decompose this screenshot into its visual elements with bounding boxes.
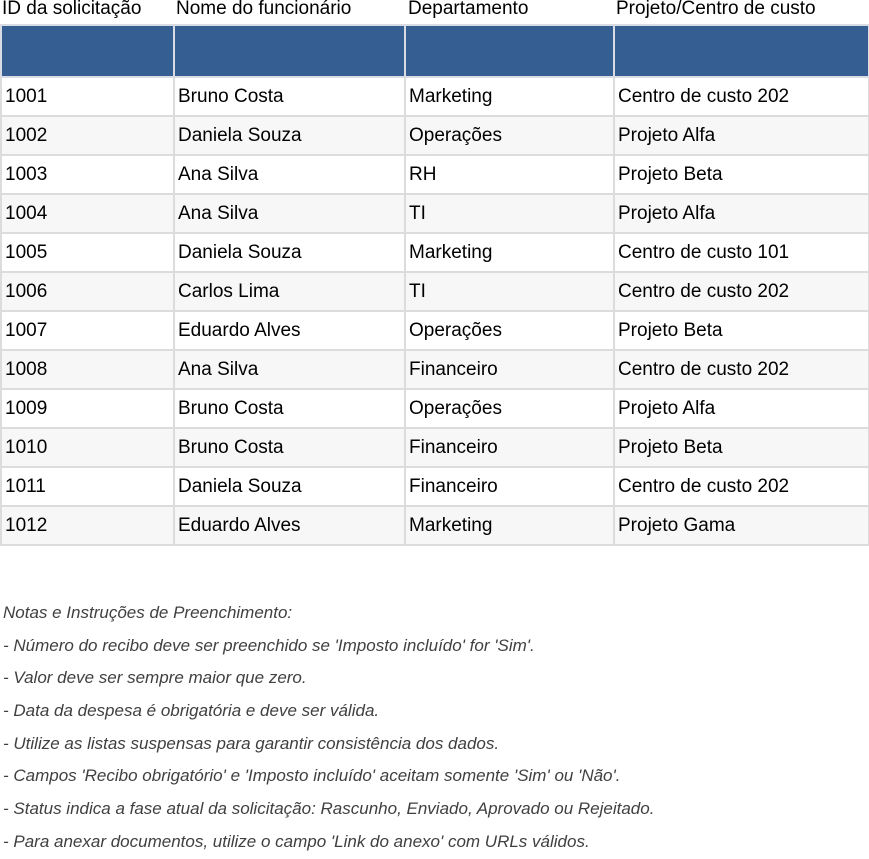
column-header-row <box>0 0 869 24</box>
table-row <box>1 389 869 428</box>
employee-name-cell[interactable]: Eduardo Alves <box>174 311 405 350</box>
requests-table <box>0 24 869 546</box>
table-row <box>1 350 869 389</box>
request-id-cell[interactable]: 1012 <box>1 506 174 545</box>
request-id-cell[interactable]: 1004 <box>1 194 174 233</box>
department-cell[interactable]: Financeiro <box>405 467 614 506</box>
column-header-request-id[interactable]: ID da solicitação <box>2 0 142 19</box>
note-item: - Data da despesa é obrigatória e deve ser válida. <box>3 701 380 721</box>
table-row <box>1 77 869 116</box>
department-cell[interactable]: Marketing <box>405 77 614 116</box>
request-id-cell[interactable]: 1003 <box>1 155 174 194</box>
notes-title: Notas e Instruções de Preenchimento: <box>3 603 293 622</box>
employee-name-cell[interactable]: Ana Silva <box>174 194 405 233</box>
department-cell[interactable]: Operações <box>405 116 614 155</box>
note-item: - Número do recibo deve ser preenchido se 'Imposto incluído' for 'Sim'. <box>3 635 535 655</box>
project-cost-center-cell[interactable]: Projeto Beta <box>614 428 869 467</box>
column-header-employee-name[interactable]: Nome do funcionário <box>176 0 352 19</box>
table-row <box>1 155 869 194</box>
employee-name-cell[interactable]: Ana Silva <box>174 350 405 389</box>
project-cost-center-cell[interactable]: Projeto Alfa <box>614 116 869 155</box>
column-header-project-cost-center[interactable]: Projeto/Centro de custo <box>616 0 816 19</box>
request-id-cell[interactable]: 1010 <box>1 428 174 467</box>
department-cell[interactable]: TI <box>405 272 614 311</box>
department-cell[interactable]: Financeiro <box>405 428 614 467</box>
table-row <box>1 233 869 272</box>
project-cost-center-cell[interactable]: Projeto Gama <box>614 506 869 545</box>
header-band-cell[interactable] <box>1 25 174 77</box>
project-cost-center-cell[interactable]: Centro de custo 202 <box>614 272 869 311</box>
table-row <box>1 272 869 311</box>
department-cell[interactable]: Operações <box>405 311 614 350</box>
employee-name-cell[interactable]: Daniela Souza <box>174 116 405 155</box>
project-cost-center-cell[interactable]: Centro de custo 202 <box>614 77 869 116</box>
column-header-department[interactable]: Departamento <box>408 0 529 19</box>
department-cell[interactable]: RH <box>405 155 614 194</box>
request-id-cell[interactable]: 1001 <box>1 77 174 116</box>
table-row <box>1 467 869 506</box>
department-cell[interactable]: Marketing <box>405 506 614 545</box>
header-band-cell[interactable] <box>614 25 869 77</box>
employee-name-cell[interactable]: Bruno Costa <box>174 77 405 116</box>
request-id-cell[interactable]: 1008 <box>1 350 174 389</box>
project-cost-center-cell[interactable]: Projeto Alfa <box>614 194 869 233</box>
header-band-row <box>1 25 869 77</box>
employee-name-cell[interactable]: Daniela Souza <box>174 233 405 272</box>
employee-name-cell[interactable]: Ana Silva <box>174 155 405 194</box>
project-cost-center-cell[interactable]: Projeto Alfa <box>614 389 869 428</box>
note-item: - Valor deve ser sempre maior que zero. <box>3 668 307 688</box>
header-band-cell[interactable] <box>174 25 405 77</box>
request-id-cell[interactable]: 1006 <box>1 272 174 311</box>
employee-name-cell[interactable]: Carlos Lima <box>174 272 405 311</box>
table-row <box>1 506 869 545</box>
employee-name-cell[interactable]: Bruno Costa <box>174 389 405 428</box>
request-id-cell[interactable]: 1005 <box>1 233 174 272</box>
department-cell[interactable]: Operações <box>405 389 614 428</box>
request-id-cell[interactable]: 1009 <box>1 389 174 428</box>
project-cost-center-cell[interactable]: Centro de custo 101 <box>614 233 869 272</box>
project-cost-center-cell[interactable]: Centro de custo 202 <box>614 350 869 389</box>
table-row <box>1 194 869 233</box>
note-item: - Utilize as listas suspensas para garantir consistência dos dados. <box>3 733 500 753</box>
project-cost-center-cell[interactable]: Projeto Beta <box>614 155 869 194</box>
notes-section <box>3 597 863 859</box>
department-cell[interactable]: Financeiro <box>405 350 614 389</box>
employee-name-cell[interactable]: Bruno Costa <box>174 428 405 467</box>
table-row <box>1 116 869 155</box>
project-cost-center-cell[interactable]: Centro de custo 202 <box>614 467 869 506</box>
employee-name-cell[interactable]: Daniela Souza <box>174 467 405 506</box>
department-cell[interactable]: TI <box>405 194 614 233</box>
table-row <box>1 311 869 350</box>
employee-name-cell[interactable]: Eduardo Alves <box>174 506 405 545</box>
note-item: - Status indica a fase atual da solicitação: Rascunho, Enviado, Aprovado ou Rejeitado. <box>3 799 655 819</box>
table-row <box>1 428 869 467</box>
request-id-cell[interactable]: 1007 <box>1 311 174 350</box>
project-cost-center-cell[interactable]: Projeto Beta <box>614 311 869 350</box>
note-item: - Para anexar documentos, utilize o campo 'Link do anexo' com URLs válidos. <box>3 831 590 851</box>
request-id-cell[interactable]: 1002 <box>1 116 174 155</box>
note-item: - Campos 'Recibo obrigatório' e 'Imposto incluído' aceitam somente 'Sim' ou 'Não'. <box>3 766 621 786</box>
request-id-cell[interactable]: 1011 <box>1 467 174 506</box>
header-band-cell[interactable] <box>405 25 614 77</box>
department-cell[interactable]: Marketing <box>405 233 614 272</box>
